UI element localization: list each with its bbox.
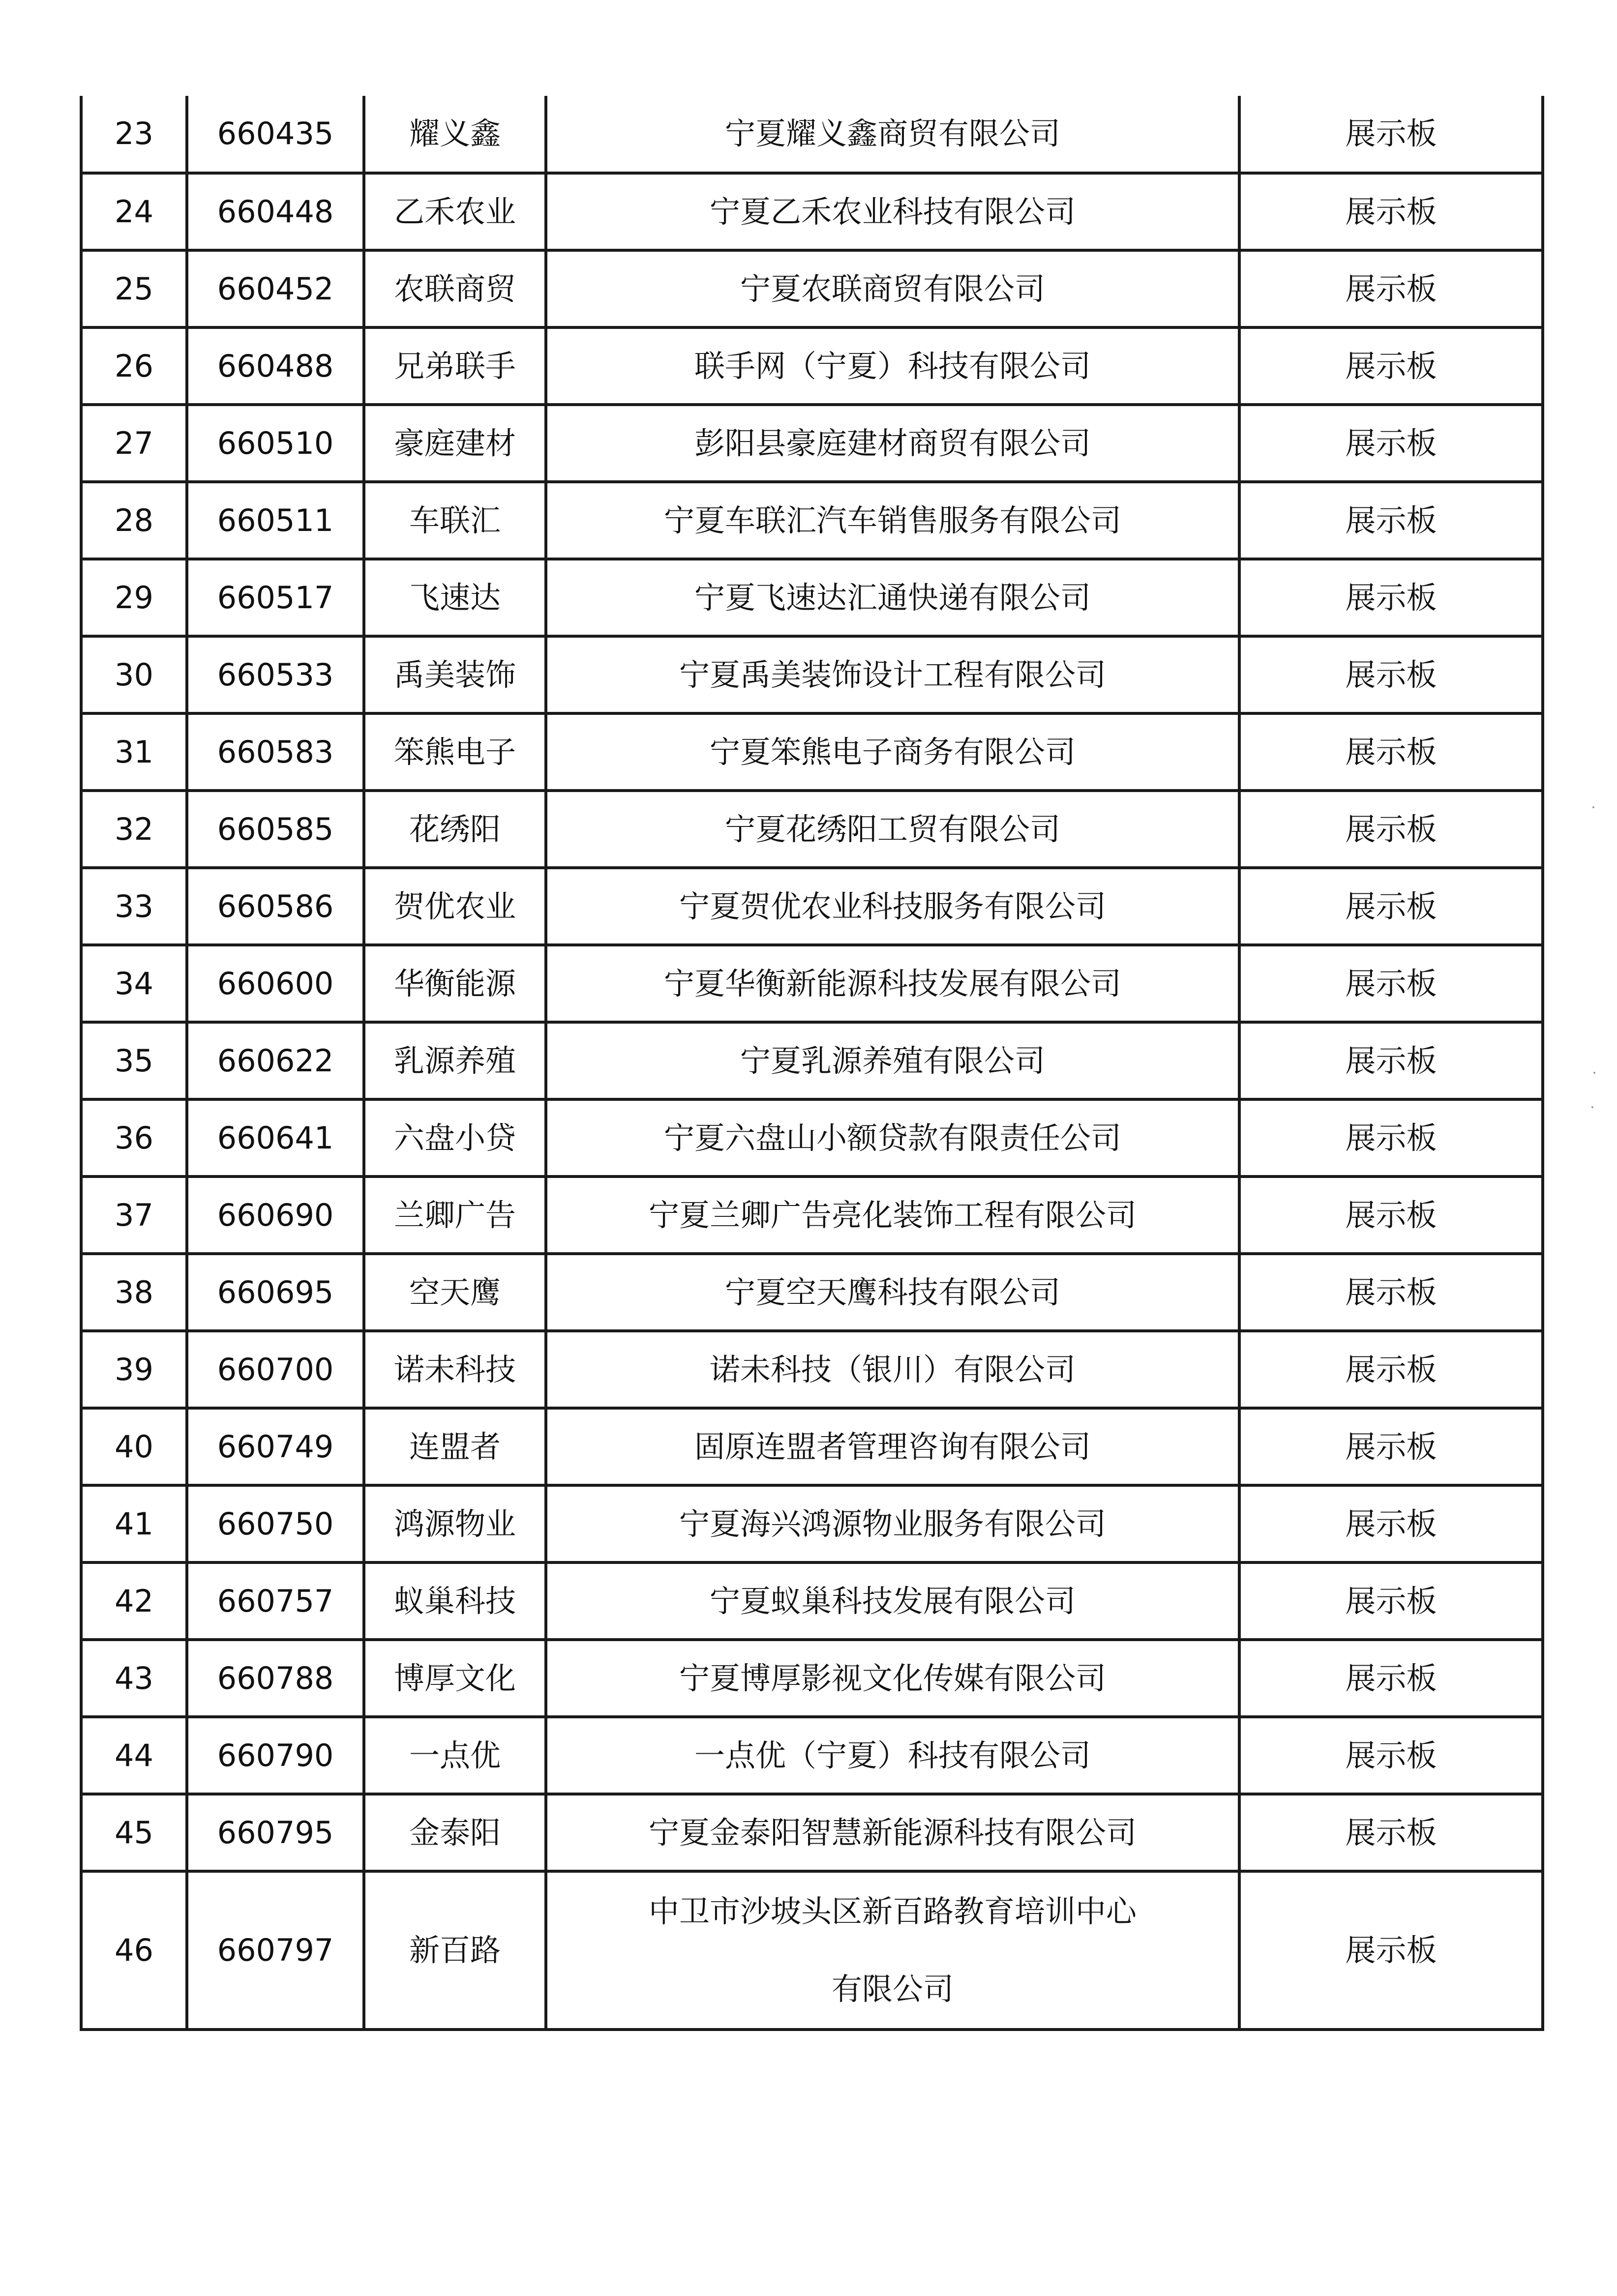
full-name-line: 联手网（宁夏）科技有限公司 [694,348,1091,384]
stock-code: 660435 [187,96,364,173]
full-name [546,250,1239,327]
table-row [81,636,1543,713]
listing-type: 展示板 [1239,173,1543,250]
table-row [81,945,1543,1022]
short-name: 一点优 [364,1717,546,1794]
table-row [81,1177,1543,1254]
full-name [546,482,1239,559]
full-name [546,405,1239,482]
short-name: 耀义鑫 [364,96,546,173]
full-name [546,868,1239,945]
short-name: 鸿源物业 [364,1485,546,1562]
short-name: 华衡能源 [364,945,546,1022]
listing-type: 展示板 [1239,96,1543,173]
stock-code: 660641 [187,1099,364,1177]
short-name: 连盟者 [364,1408,546,1485]
row-number: 26 [81,327,187,405]
full-name-line: 宁夏车联汇汽车销售服务有限公司 [663,502,1121,538]
listing-type: 展示板 [1239,1485,1543,1562]
listing-type: 展示板 [1239,636,1543,713]
table-row [81,1099,1543,1177]
table-row [81,96,1543,173]
full-name [546,1640,1239,1717]
stock-code: 660511 [187,482,364,559]
scan-speck [1593,1072,1595,1074]
short-name: 诺未科技 [364,1331,546,1408]
table-row [81,791,1543,868]
full-name-line: 宁夏海兴鸿源物业服务有限公司 [679,1505,1106,1542]
stock-code: 660750 [187,1485,364,1562]
table-row [81,1331,1543,1408]
listing-type: 展示板 [1239,405,1543,482]
row-number: 24 [81,173,187,250]
listing-type: 展示板 [1239,713,1543,791]
table-row [81,1717,1543,1794]
row-number: 37 [81,1177,187,1254]
full-name-line: 中卫市沙坡头区新百路教育培训中心 [648,1893,1137,1929]
table-body [81,96,1543,2030]
short-name: 兰卿广告 [364,1177,546,1254]
row-number: 46 [81,1871,187,2030]
stock-code: 660533 [187,636,364,713]
listing-type: 展示板 [1239,250,1543,327]
short-name: 金泰阳 [364,1794,546,1871]
table-row [81,327,1543,405]
table-row [81,1408,1543,1485]
table-row [81,868,1543,945]
stock-code: 660788 [187,1640,364,1717]
listing-type: 展示板 [1239,1022,1543,1099]
full-name-line: 宁夏华衡新能源科技发展有限公司 [663,965,1121,1001]
full-name [546,791,1239,868]
stock-code: 660757 [187,1562,364,1640]
short-name: 六盘小贷 [364,1099,546,1177]
full-name [546,1022,1239,1099]
listing-type: 展示板 [1239,1794,1543,1871]
listing-type: 展示板 [1239,868,1543,945]
row-number: 39 [81,1331,187,1408]
short-name: 车联汇 [364,482,546,559]
stock-code: 660790 [187,1717,364,1794]
row-number: 34 [81,945,187,1022]
full-name-line: 宁夏蚁巢科技发展有限公司 [709,1583,1076,1619]
stock-code: 660517 [187,559,364,636]
row-number: 41 [81,1485,187,1562]
row-number: 30 [81,636,187,713]
short-name: 空天鹰 [364,1254,546,1331]
row-number: 23 [81,96,187,173]
full-name-line: 彭阳县豪庭建材商贸有限公司 [694,425,1091,461]
listing-type: 展示板 [1239,327,1543,405]
full-name-line: 宁夏空天鹰科技有限公司 [724,1274,1060,1310]
row-number: 33 [81,868,187,945]
row-number: 44 [81,1717,187,1794]
row-number: 38 [81,1254,187,1331]
full-name [546,1717,1239,1794]
row-number: 45 [81,1794,187,1871]
table-row [81,559,1543,636]
table-row [81,250,1543,327]
full-name [546,1485,1239,1562]
short-name: 博厚文化 [364,1640,546,1717]
row-number: 40 [81,1408,187,1485]
listing-type: 展示板 [1239,1331,1543,1408]
stock-code: 660586 [187,868,364,945]
table-row [81,1562,1543,1640]
stock-code: 660452 [187,250,364,327]
full-name [546,1871,1239,2030]
short-name: 花绣阳 [364,791,546,868]
full-name-line: 宁夏金泰阳智慧新能源科技有限公司 [648,1814,1137,1851]
full-name-line: 宁夏花绣阳工贸有限公司 [724,811,1060,847]
short-name: 新百路 [364,1871,546,2030]
short-name: 豪庭建材 [364,405,546,482]
listing-type: 展示板 [1239,559,1543,636]
full-name-line: 宁夏笨熊电子商务有限公司 [709,734,1076,770]
scan-speck [1592,806,1594,808]
stock-code: 660600 [187,945,364,1022]
listing-type: 展示板 [1239,1871,1543,2030]
full-name-line: 宁夏六盘山小额贷款有限责任公司 [663,1119,1121,1156]
full-name-line: 宁夏乙禾农业科技有限公司 [709,193,1076,230]
full-name [546,1331,1239,1408]
listing-type: 展示板 [1239,1640,1543,1717]
company-list-table [80,96,1544,2031]
full-name [546,1099,1239,1177]
short-name: 乙禾农业 [364,173,546,250]
table-row [81,1794,1543,1871]
full-name-line: 宁夏农联商贸有限公司 [740,270,1045,307]
table-row [81,1640,1543,1717]
short-name: 蚁巢科技 [364,1562,546,1640]
full-name-line: 宁夏耀义鑫商贸有限公司 [724,116,1060,152]
table-row [81,1254,1543,1331]
short-name: 贺优农业 [364,868,546,945]
full-name [546,636,1239,713]
row-number: 43 [81,1640,187,1717]
listing-type: 展示板 [1239,1177,1543,1254]
full-name-line: 宁夏兰卿广告亮化装饰工程有限公司 [648,1197,1137,1233]
row-number: 35 [81,1022,187,1099]
short-name: 禹美装饰 [364,636,546,713]
stock-code: 660749 [187,1408,364,1485]
stock-code: 660585 [187,791,364,868]
full-name [546,96,1239,173]
full-name-line: 宁夏乳源养殖有限公司 [740,1042,1045,1079]
listing-type: 展示板 [1239,791,1543,868]
listing-type: 展示板 [1239,1562,1543,1640]
stock-code: 660622 [187,1022,364,1099]
listing-type: 展示板 [1239,1099,1543,1177]
stock-code: 660700 [187,1331,364,1408]
table-row [81,1485,1543,1562]
full-name-line: 一点优（宁夏）科技有限公司 [694,1737,1091,1773]
stock-code: 660583 [187,713,364,791]
full-name [546,1177,1239,1254]
short-name: 乳源养殖 [364,1022,546,1099]
row-number: 32 [81,791,187,868]
full-name-line: 宁夏禹美装饰设计工程有限公司 [679,656,1106,693]
listing-type: 展示板 [1239,1717,1543,1794]
row-number: 42 [81,1562,187,1640]
table-row [81,405,1543,482]
row-number: 27 [81,405,187,482]
row-number: 28 [81,482,187,559]
table-row [81,173,1543,250]
listing-type: 展示板 [1239,1254,1543,1331]
full-name-line: 宁夏博厚影视文化传媒有限公司 [679,1660,1106,1696]
full-name-line: 有限公司 [831,1971,954,2007]
row-number: 36 [81,1099,187,1177]
stock-code: 660690 [187,1177,364,1254]
full-name [546,327,1239,405]
full-name-line: 固原连盟者管理咨询有限公司 [694,1428,1091,1465]
table-row [81,1022,1543,1099]
full-name-line: 宁夏贺优农业科技服务有限公司 [679,888,1106,924]
full-name [546,945,1239,1022]
short-name: 笨熊电子 [364,713,546,791]
stock-code: 660448 [187,173,364,250]
row-number: 31 [81,713,187,791]
full-name-line: 诺未科技（银川）有限公司 [709,1351,1076,1387]
short-name: 兄弟联手 [364,327,546,405]
listing-type: 展示板 [1239,1408,1543,1485]
short-name: 飞速达 [364,559,546,636]
table-row [81,1871,1543,2030]
full-name [546,173,1239,250]
stock-code: 660795 [187,1794,364,1871]
full-name-line: 宁夏飞速达汇通快递有限公司 [694,579,1091,616]
short-name: 农联商贸 [364,250,546,327]
row-number: 25 [81,250,187,327]
full-name [546,1254,1239,1331]
full-name [546,1562,1239,1640]
stock-code: 660695 [187,1254,364,1331]
scan-speck [1591,1106,1593,1108]
stock-code: 660488 [187,327,364,405]
row-number: 29 [81,559,187,636]
full-name [546,713,1239,791]
full-name [546,1408,1239,1485]
full-name [546,559,1239,636]
table-row [81,482,1543,559]
full-name [546,1794,1239,1871]
table-row [81,713,1543,791]
stock-code: 660797 [187,1871,364,2030]
listing-type: 展示板 [1239,482,1543,559]
listing-type: 展示板 [1239,945,1543,1022]
stock-code: 660510 [187,405,364,482]
